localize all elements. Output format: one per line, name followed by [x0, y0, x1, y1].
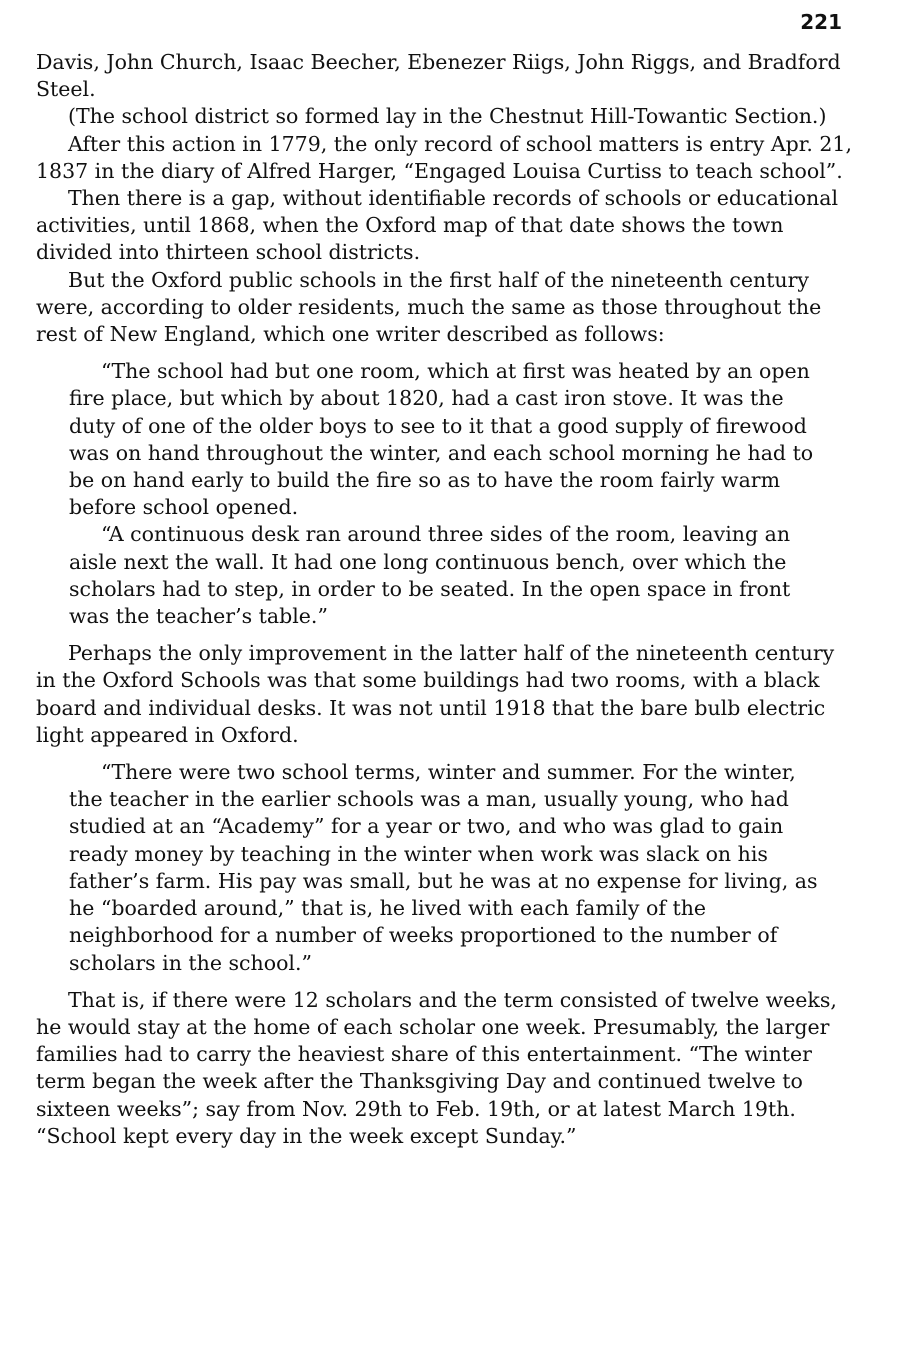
quote-one-room: “The school had but one room, which at first was heated by an open fire place, but which by about 1820, had a cast iron stove. It was the duty of one of the older boys to see to it that a good supply of firewood was on hand throughout the winter, and each school morning he had to be on hand early to build the fire so as to have the room fairly warm before school opened. — [69, 359, 814, 520]
quote-continuous-desk: “A continuous desk ran around three sides of the room, leaving an aisle next the wall. It had one long continuous bench, over which the scholars had to step, in order to be seated. In the open space in front was the teacher’s table.” — [69, 522, 791, 629]
page-number: 221 — [800, 10, 842, 34]
paragraph-continuation: Davis, John Church, Isaac Beecher, Ebenezer Riigs, John Riggs, and Bradford Steel. — [36, 50, 841, 102]
paragraph-improvements: Perhaps the only improvement in the latter half of the nineteenth century in the Oxford Schools was that some buildings had two rooms, with a black board and individual desks. It was not until 1918 that the bare bulb electric light appeared in Oxford. — [36, 641, 835, 747]
paragraph-school-district-note: (The school district so formed lay in the Chestnut Hill-Towantic Section.) — [68, 104, 827, 129]
quote-school-terms: “There were two school terms, winter and summer. For the winter, the teacher in the earlier schools was a man, usually young, who had studied at an “Academy” for a year or two, and who was glad to gain ready money by teaching in the winter when work was slack on his father’s farm. His pay was small, but he was at no expense for living, as he “boarded around,” that is, he lived with each family of the neighborhood for a number of weeks proportioned to the number of scholars in the school.” — [69, 760, 818, 975]
paragraph-boarding-around: That is, if there were 12 scholars and the term consisted of twelve weeks, he would stay at the home of each scholar one week. Presumably, the larger families had to carry the heaviest share of this entertainment. “The winter term began the week after the Thanksgiving Day and continued twelve to sixteen weeks”; say from Nov. 29th to Feb. 19th, or at latest March 19th. “School kept every day in the week except Sunday.” — [36, 987, 837, 1148]
paragraph-new-england-schools: But the Oxford public schools in the first half of the nineteenth century were, according to older residents, much the same as those throughout the rest of New England, which one writer described as follows: — [36, 267, 822, 347]
body-text — [36, 49, 854, 1150]
paragraph-diary-entry: After this action in 1779, the only record of school matters is entry Apr. 21, 1837 in the diary of Alfred Harger, “Engaged Louisa Curtiss to teach school”. — [36, 131, 852, 183]
paragraph-records-gap: Then there is a gap, without identifiable records of schools or educational activities, until 1868, when the Oxford map of that date shows the town divided into thirteen school districts. — [36, 186, 839, 265]
